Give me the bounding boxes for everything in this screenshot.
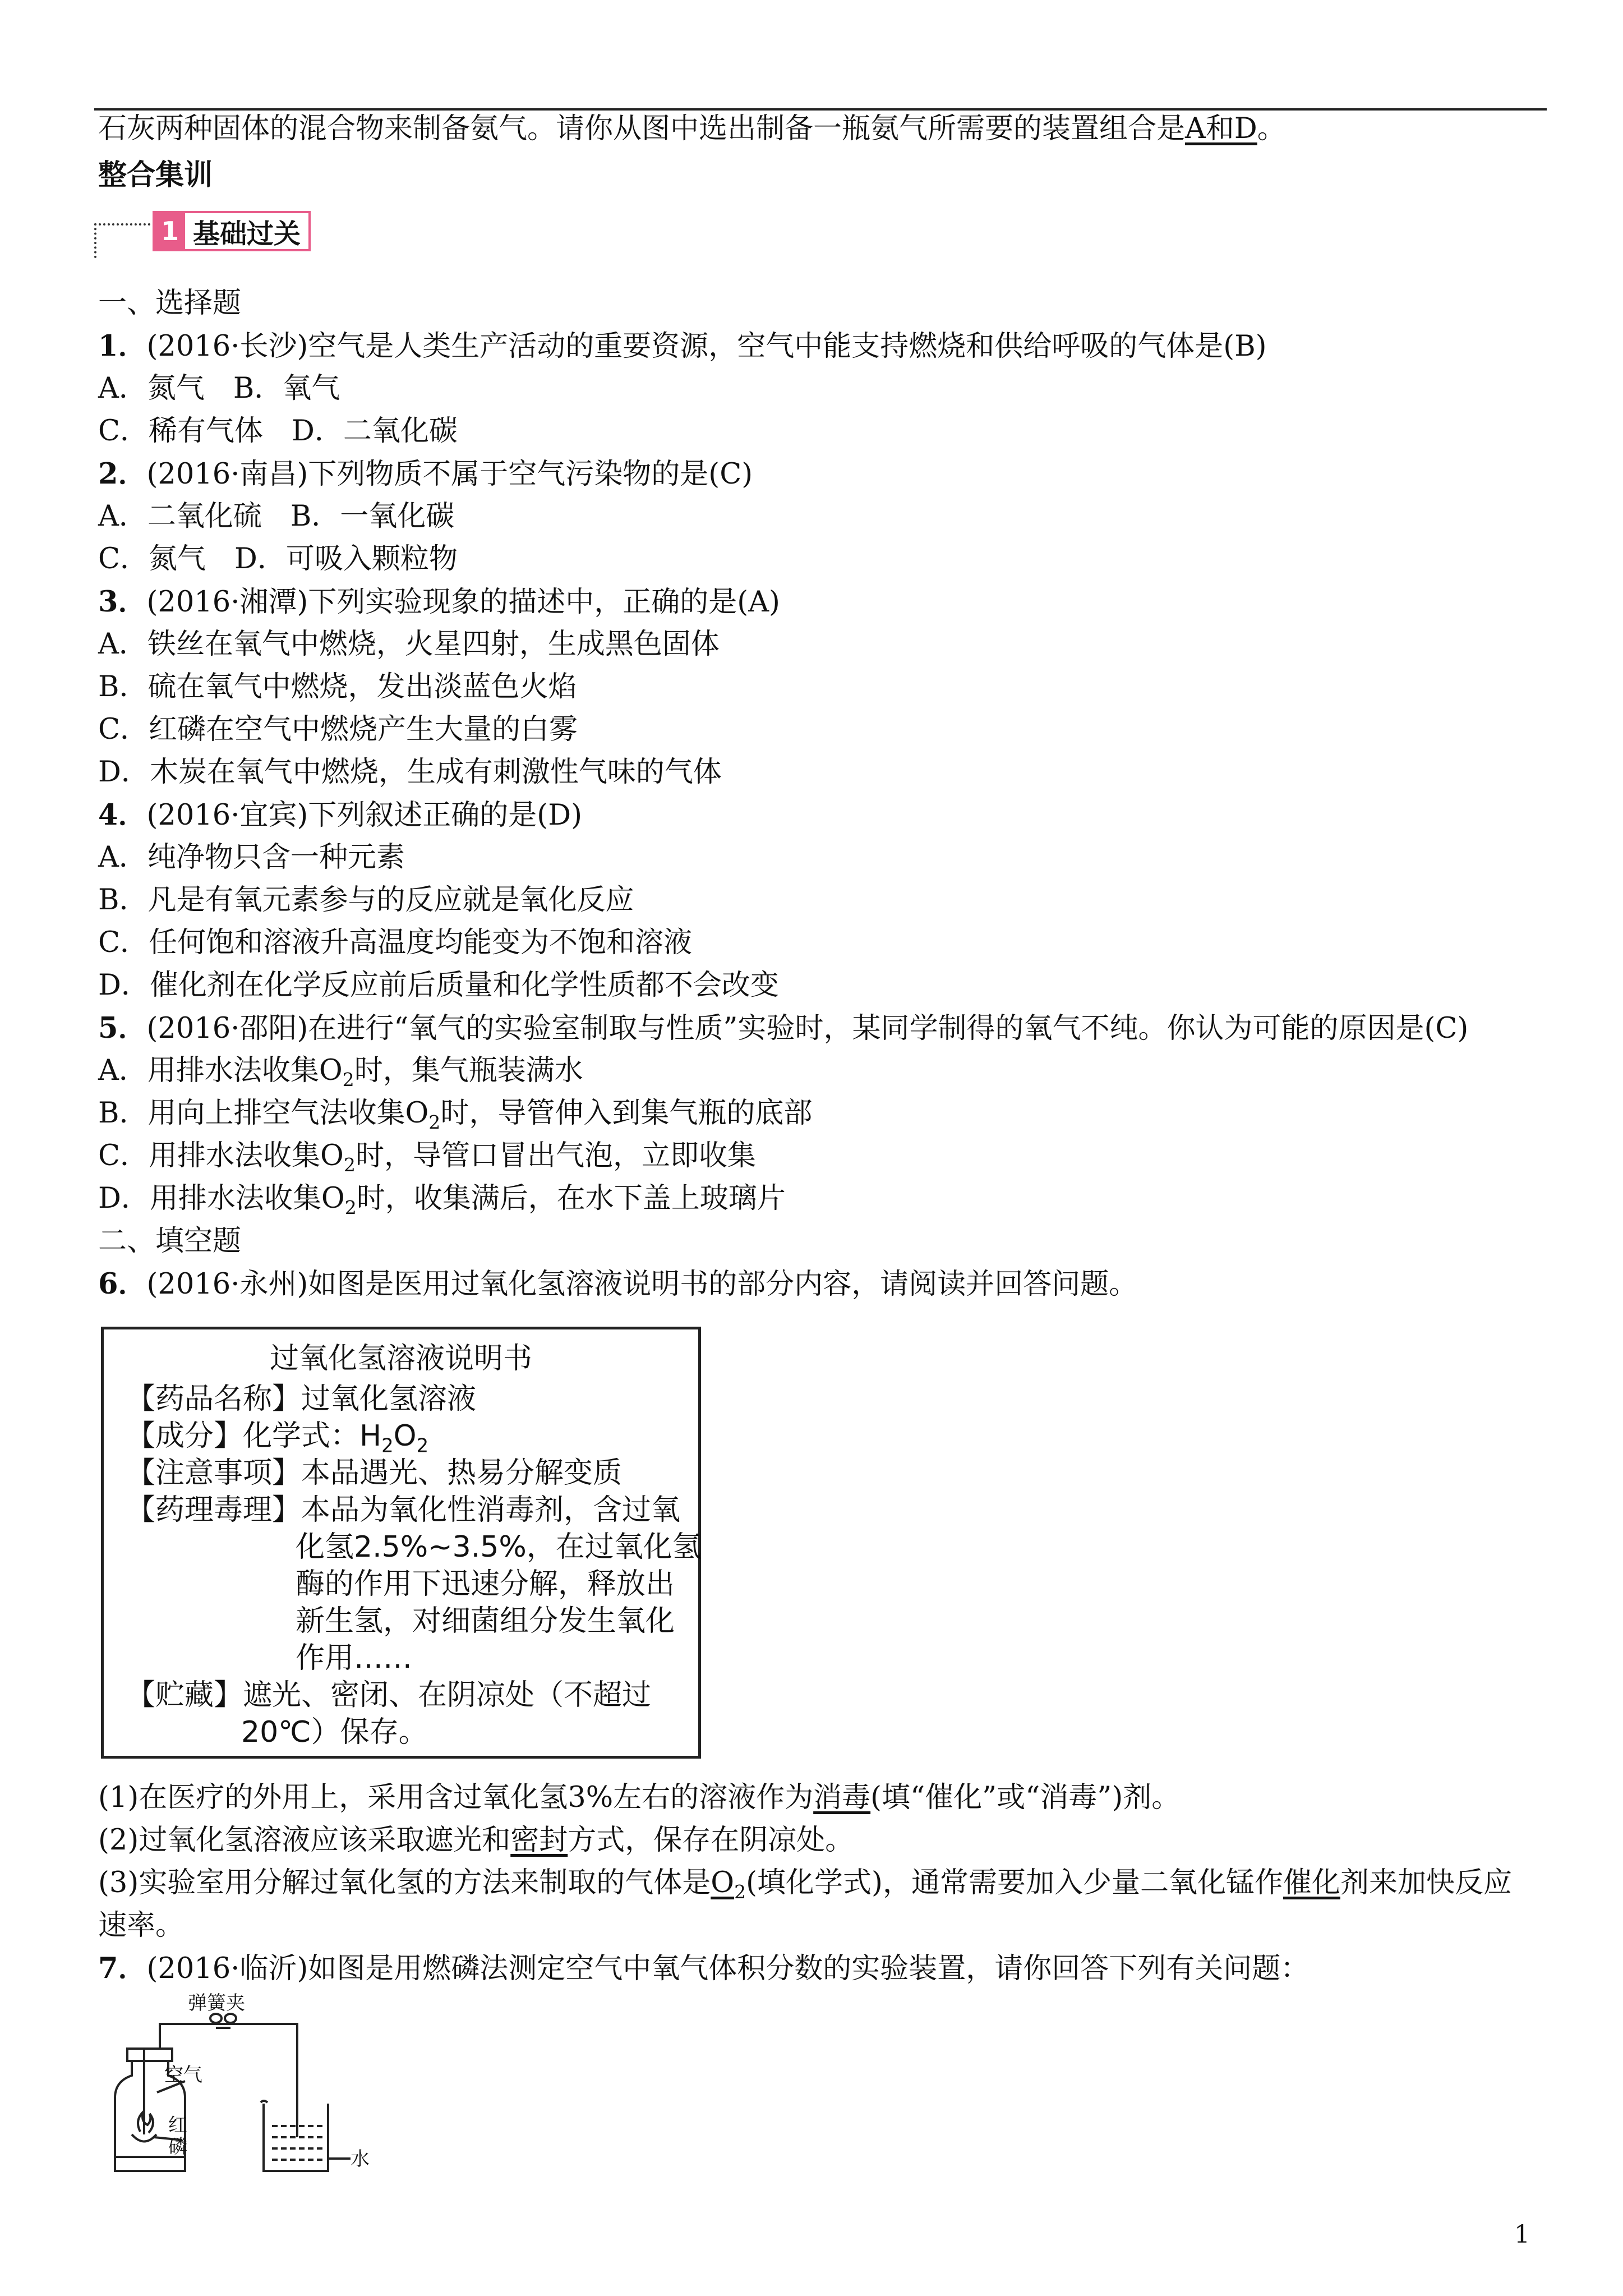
instruction-line: 【药品名称】过氧化氢溶液 xyxy=(126,1382,477,1416)
instruction-line: 新生氢，对细菌组分发生氧化 xyxy=(296,1604,675,1638)
question-5-option: C．用排水法收集$O_2$时，导管口冒出气泡，立即收集 xyxy=(98,1139,756,1176)
instruction-sheet-box xyxy=(101,1327,701,1759)
section-tag-label: 基础过关 xyxy=(193,218,301,250)
label-water: 水 xyxy=(351,2148,370,2170)
question-2-option: C．氮气 D．可吸入颗粒物 xyxy=(98,542,458,576)
label-spring-clamp: 弹簧夹 xyxy=(188,1992,245,2014)
tag-dotted-corner xyxy=(94,223,96,258)
question-4-option: A．纯净物只含一种元素 xyxy=(98,841,405,874)
top-text-prefix: 石灰两种固体的混合物来制备氨气。请你从图中选出制备一瓶氨气所需要的装置组合是 xyxy=(98,112,1186,145)
question-5-option: A．用排水法收集$O_2$时，集气瓶装满水 xyxy=(98,1054,583,1091)
question-5: 5．(2016·邵阳)在进行“氧气的实验室制取与性质”实验时，某同学制得的氧气不纯。你认为可能的原因是(C) xyxy=(98,1011,1469,1045)
question-3-option: B．硫在氧气中燃烧，发出淡蓝色火焰 xyxy=(98,670,577,703)
question-4-option: C．任何饱和溶液升高温度均能变为不饱和溶液 xyxy=(98,926,693,959)
question-4-option: D．催化剂在化学反应前后质量和化学性质都不会改变 xyxy=(98,969,779,1002)
question-2: 2．(2016·南昌)下列物质不属于空气污染物的是(C) xyxy=(98,457,753,491)
instruction-line: 作用…… xyxy=(296,1641,413,1675)
question-6-part-1: (1)在医疗的外用上，采用含过氧化氢3%左右的溶液作为消毒(填“催化”或“消毒”)剂。 xyxy=(98,1781,1181,1814)
question-6: 6．(2016·永州)如图是医用过氧化氢溶液说明书的部分内容，请阅读并回答问题。 xyxy=(98,1267,1138,1301)
instruction-sheet-title: 过氧化氢溶液说明书 xyxy=(269,1342,532,1375)
instruction-line: 【药理毒理】本品为氧化性消毒剂，含过氧 xyxy=(126,1493,681,1527)
question-2-option: A．二氧化硫 B．一氧化碳 xyxy=(98,500,455,533)
instruction-line: 【贮藏】遮光、密闭、在阴凉处（不超过 xyxy=(126,1678,652,1712)
top-text-line xyxy=(98,111,1286,147)
question-3: 3．(2016·湘潭)下列实验现象的描述中，正确的是(A) xyxy=(98,585,780,619)
instruction-line: 【成分】化学式：$H_2O_2$ xyxy=(126,1419,429,1457)
instruction-line: 【注意事项】本品遇光、热易分解变质 xyxy=(126,1456,623,1490)
question-6-part-3: (3)实验室用分解过氧化氢的方法来制取的气体是$O_2$(填化学式)，通常需要加入少量二氧化锰作催化剂来加快反应 xyxy=(98,1866,1512,1903)
question-4: 4．(2016·宜宾)下列叙述正确的是(D) xyxy=(98,798,582,832)
instruction-line: 20℃）保存。 xyxy=(241,1715,428,1749)
label-red-phosphorus-2: 磷 xyxy=(168,2136,187,2158)
question-1: 1．(2016·长沙)空气是人类生产活动的重要资源，空气中能支持燃烧和供给呼吸的气体是(B) xyxy=(98,329,1267,363)
question-3-option: C．红磷在空气中燃烧产生大量的白雾 xyxy=(98,713,578,746)
part2-heading: 二、填空题 xyxy=(98,1225,242,1258)
instruction-line: 化氢2.5%~3.5%，在过氧化氢 xyxy=(296,1530,702,1564)
flame-icon xyxy=(138,2112,153,2133)
question-1-option: A．氮气 B．氧气 xyxy=(98,372,340,405)
top-text-answer: A和D xyxy=(1185,112,1257,145)
top-rule xyxy=(94,108,1547,111)
question-5-option: D．用排水法收集$O_2$时，收集满后，在水下盖上玻璃片 xyxy=(98,1182,786,1219)
instruction-line: 酶的作用下迅速分解，释放出 xyxy=(296,1567,675,1601)
label-red-phosphorus-1: 红 xyxy=(168,2114,187,2137)
question-4-option: B．凡是有氧元素参与的反应就是氧化反应 xyxy=(98,884,634,917)
question-3-option: A．铁丝在氧气中燃烧，火星四射，生成黑色固体 xyxy=(98,628,720,661)
spring-clamp xyxy=(210,2014,222,2023)
section-tag xyxy=(153,211,311,251)
question-1-option: C．稀有气体 D．二氧化碳 xyxy=(98,415,458,448)
question-6-part-2: (2)过氧化氢溶液应该采取遮光和密封方式，保存在阴凉处。 xyxy=(98,1824,854,1857)
question-3-option: D．木炭在氧气中燃烧，生成有刺激性气味的气体 xyxy=(98,756,722,789)
tag-dotted-line xyxy=(94,223,150,226)
section-title: 整合集训 xyxy=(98,158,213,192)
top-text-suffix: 。 xyxy=(1257,112,1286,145)
part1-heading: 一、选择题 xyxy=(98,287,242,320)
page-number: 1 xyxy=(1514,2220,1530,2249)
combustion-spoon xyxy=(132,2134,156,2142)
section-tag-number: 1 xyxy=(155,213,185,249)
label-air: 空气 xyxy=(164,2064,202,2086)
question-5-option: B．用向上排空气法收集$O_2$时，导管伸入到集气瓶的底部 xyxy=(98,1097,813,1134)
question-7: 7．(2016·临沂)如图是用燃磷法测定空气中氧气体积分数的实验装置，请你回答下列有关问题： xyxy=(98,1952,1310,1985)
question-6-part-3-continued: 速率。 xyxy=(98,1909,185,1942)
rubber-stopper xyxy=(127,2049,172,2061)
phosphorus-combustion-apparatus xyxy=(104,1992,370,2177)
